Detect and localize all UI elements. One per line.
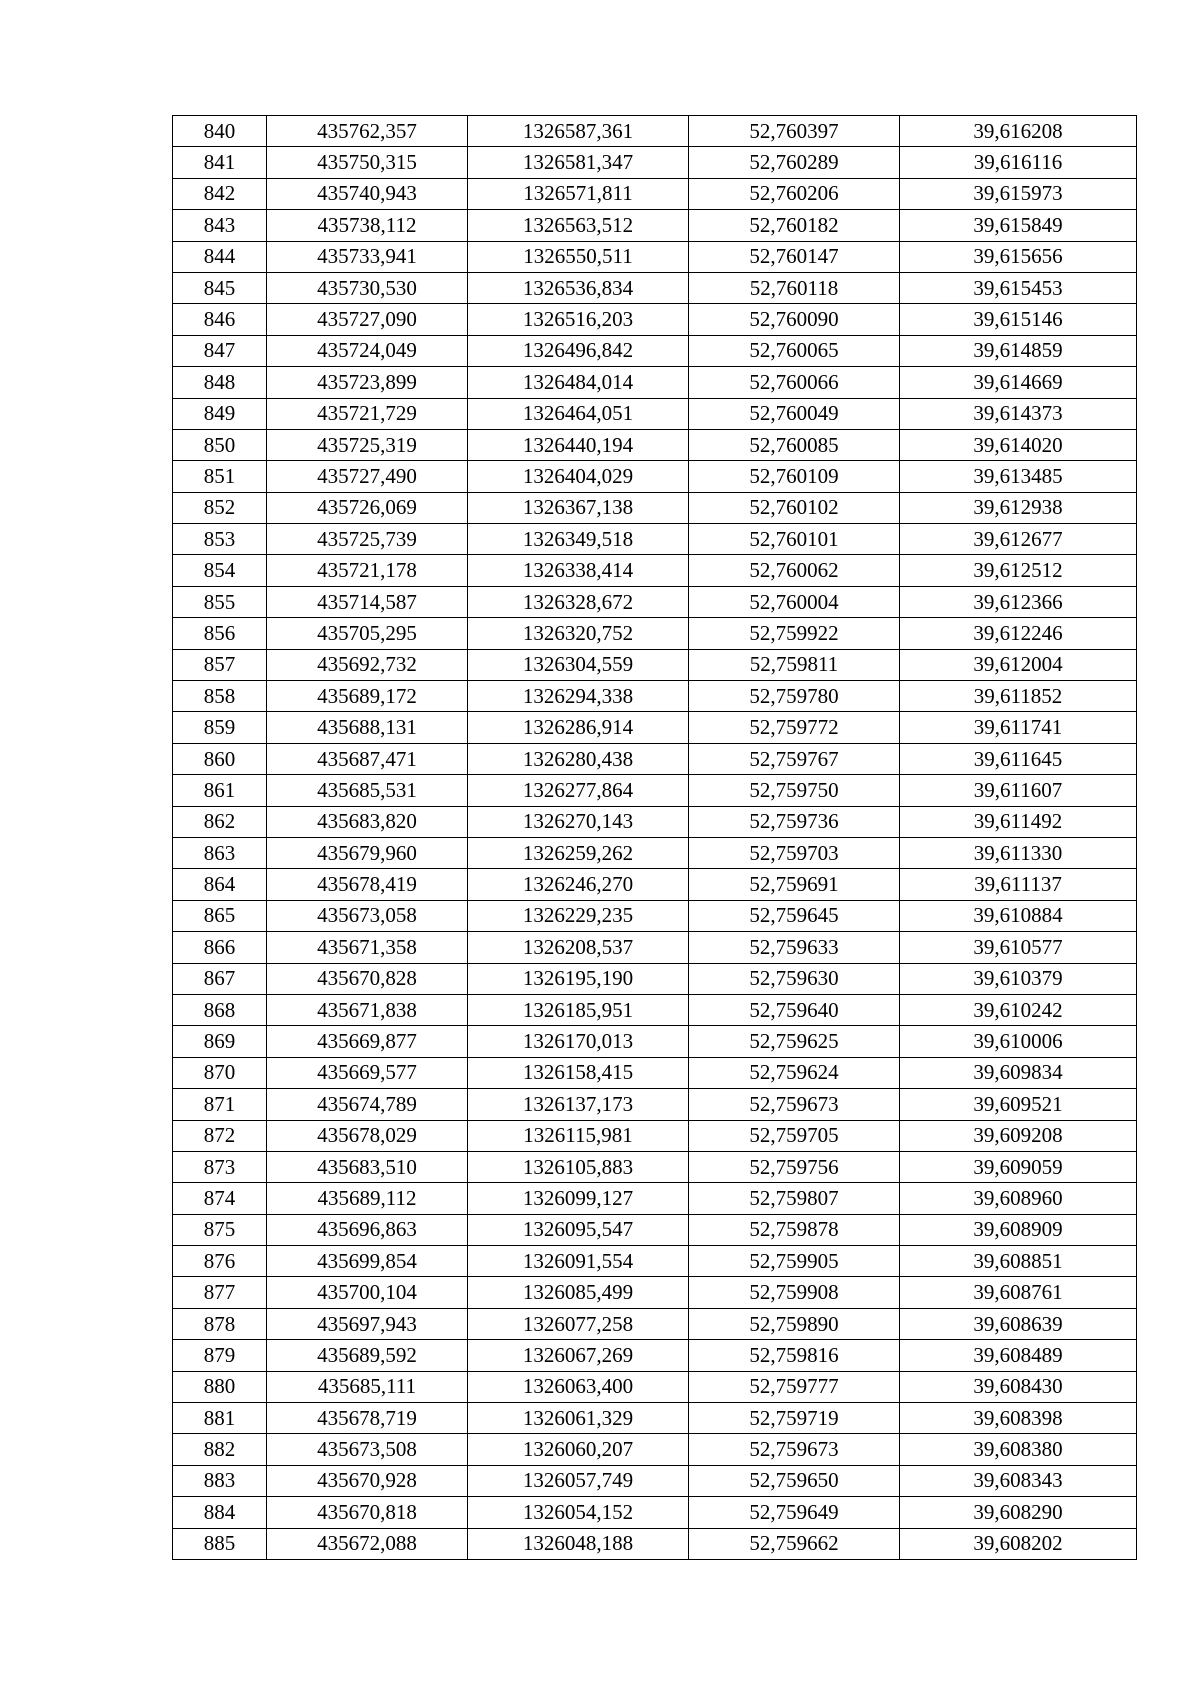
- latitude-cell: 52,759736: [689, 806, 900, 837]
- x-coordinate-cell: 435678,719: [267, 1403, 468, 1434]
- table-row: [173, 1246, 1137, 1277]
- x-coordinate-cell: 435730,530: [267, 272, 468, 303]
- point-number-cell: 875: [173, 1214, 267, 1245]
- y-coordinate-cell: 1326294,338: [468, 681, 689, 712]
- table-row: [173, 116, 1137, 147]
- point-number-cell: 863: [173, 837, 267, 868]
- longitude-cell: 39,614859: [900, 335, 1137, 366]
- point-number-cell: 847: [173, 335, 267, 366]
- y-coordinate-cell: 1326270,143: [468, 806, 689, 837]
- y-coordinate-cell: 1326328,672: [468, 586, 689, 617]
- latitude-cell: 52,760147: [689, 241, 900, 272]
- point-number-cell: 870: [173, 1057, 267, 1088]
- y-coordinate-cell: 1326067,269: [468, 1340, 689, 1371]
- latitude-cell: 52,760066: [689, 367, 900, 398]
- point-number-cell: 851: [173, 461, 267, 492]
- latitude-cell: 52,759890: [689, 1308, 900, 1339]
- table-row: [173, 1340, 1137, 1371]
- longitude-cell: 39,611492: [900, 806, 1137, 837]
- table-row: [173, 712, 1137, 743]
- longitude-cell: 39,614373: [900, 398, 1137, 429]
- x-coordinate-cell: 435670,928: [267, 1465, 468, 1496]
- longitude-cell: 39,608489: [900, 1340, 1137, 1371]
- point-number-cell: 869: [173, 1026, 267, 1057]
- y-coordinate-cell: 1326440,194: [468, 429, 689, 460]
- latitude-cell: 52,759691: [689, 869, 900, 900]
- point-number-cell: 874: [173, 1183, 267, 1214]
- table-row: [173, 1497, 1137, 1528]
- latitude-cell: 52,759703: [689, 837, 900, 868]
- latitude-cell: 52,760062: [689, 555, 900, 586]
- y-coordinate-cell: 1326085,499: [468, 1277, 689, 1308]
- point-number-cell: 857: [173, 649, 267, 680]
- y-coordinate-cell: 1326208,537: [468, 932, 689, 963]
- longitude-cell: 39,615453: [900, 272, 1137, 303]
- longitude-cell: 39,616116: [900, 147, 1137, 178]
- table-row: [173, 178, 1137, 209]
- latitude-cell: 52,759905: [689, 1246, 900, 1277]
- latitude-cell: 52,759807: [689, 1183, 900, 1214]
- longitude-cell: 39,611645: [900, 743, 1137, 774]
- y-coordinate-cell: 1326054,152: [468, 1497, 689, 1528]
- x-coordinate-cell: 435724,049: [267, 335, 468, 366]
- longitude-cell: 39,609834: [900, 1057, 1137, 1088]
- x-coordinate-cell: 435697,943: [267, 1308, 468, 1339]
- x-coordinate-cell: 435669,877: [267, 1026, 468, 1057]
- x-coordinate-cell: 435762,357: [267, 116, 468, 147]
- table-row: [173, 210, 1137, 241]
- latitude-cell: 52,760090: [689, 304, 900, 335]
- point-number-cell: 866: [173, 932, 267, 963]
- y-coordinate-cell: 1326048,188: [468, 1528, 689, 1559]
- table-row: [173, 1151, 1137, 1182]
- y-coordinate-cell: 1326404,029: [468, 461, 689, 492]
- point-number-cell: 842: [173, 178, 267, 209]
- x-coordinate-cell: 435670,818: [267, 1497, 468, 1528]
- table-row: [173, 147, 1137, 178]
- x-coordinate-cell: 435727,090: [267, 304, 468, 335]
- point-number-cell: 856: [173, 618, 267, 649]
- x-coordinate-cell: 435733,941: [267, 241, 468, 272]
- longitude-cell: 39,608343: [900, 1465, 1137, 1496]
- y-coordinate-cell: 1326158,415: [468, 1057, 689, 1088]
- y-coordinate-cell: 1326195,190: [468, 963, 689, 994]
- x-coordinate-cell: 435726,069: [267, 492, 468, 523]
- x-coordinate-cell: 435683,510: [267, 1151, 468, 1182]
- y-coordinate-cell: 1326304,559: [468, 649, 689, 680]
- table-row: [173, 1026, 1137, 1057]
- latitude-cell: 52,759640: [689, 994, 900, 1025]
- point-number-cell: 840: [173, 116, 267, 147]
- longitude-cell: 39,612004: [900, 649, 1137, 680]
- table-row: [173, 1434, 1137, 1465]
- table-row: [173, 524, 1137, 555]
- table-row: [173, 743, 1137, 774]
- y-coordinate-cell: 1326099,127: [468, 1183, 689, 1214]
- table-row: [173, 1120, 1137, 1151]
- longitude-cell: 39,612512: [900, 555, 1137, 586]
- point-number-cell: 858: [173, 681, 267, 712]
- longitude-cell: 39,611330: [900, 837, 1137, 868]
- latitude-cell: 52,759816: [689, 1340, 900, 1371]
- latitude-cell: 52,759780: [689, 681, 900, 712]
- latitude-cell: 52,760206: [689, 178, 900, 209]
- point-number-cell: 854: [173, 555, 267, 586]
- longitude-cell: 39,609521: [900, 1089, 1137, 1120]
- table-row: [173, 304, 1137, 335]
- x-coordinate-cell: 435673,508: [267, 1434, 468, 1465]
- longitude-cell: 39,611137: [900, 869, 1137, 900]
- x-coordinate-cell: 435725,739: [267, 524, 468, 555]
- y-coordinate-cell: 1326496,842: [468, 335, 689, 366]
- point-number-cell: 883: [173, 1465, 267, 1496]
- x-coordinate-cell: 435679,960: [267, 837, 468, 868]
- x-coordinate-cell: 435727,490: [267, 461, 468, 492]
- longitude-cell: 39,610884: [900, 900, 1137, 931]
- x-coordinate-cell: 435689,172: [267, 681, 468, 712]
- latitude-cell: 52,759624: [689, 1057, 900, 1088]
- latitude-cell: 52,759908: [689, 1277, 900, 1308]
- x-coordinate-cell: 435685,531: [267, 775, 468, 806]
- latitude-cell: 52,759705: [689, 1120, 900, 1151]
- y-coordinate-cell: 1326137,173: [468, 1089, 689, 1120]
- latitude-cell: 52,760085: [689, 429, 900, 460]
- point-number-cell: 843: [173, 210, 267, 241]
- x-coordinate-cell: 435699,854: [267, 1246, 468, 1277]
- longitude-cell: 39,608430: [900, 1371, 1137, 1402]
- table-row: [173, 869, 1137, 900]
- x-coordinate-cell: 435673,058: [267, 900, 468, 931]
- y-coordinate-cell: 1326246,270: [468, 869, 689, 900]
- table-row: [173, 272, 1137, 303]
- longitude-cell: 39,612246: [900, 618, 1137, 649]
- latitude-cell: 52,759878: [689, 1214, 900, 1245]
- longitude-cell: 39,609208: [900, 1120, 1137, 1151]
- y-coordinate-cell: 1326563,512: [468, 210, 689, 241]
- point-number-cell: 844: [173, 241, 267, 272]
- latitude-cell: 52,759630: [689, 963, 900, 994]
- longitude-cell: 39,608851: [900, 1246, 1137, 1277]
- x-coordinate-cell: 435688,131: [267, 712, 468, 743]
- point-number-cell: 849: [173, 398, 267, 429]
- table-row: [173, 1528, 1137, 1559]
- longitude-cell: 39,608639: [900, 1308, 1137, 1339]
- coordinates-table: [172, 115, 1137, 1560]
- table-row: [173, 932, 1137, 963]
- table-row: [173, 555, 1137, 586]
- latitude-cell: 52,759811: [689, 649, 900, 680]
- longitude-cell: 39,608960: [900, 1183, 1137, 1214]
- y-coordinate-cell: 1326115,981: [468, 1120, 689, 1151]
- y-coordinate-cell: 1326280,438: [468, 743, 689, 774]
- longitude-cell: 39,614669: [900, 367, 1137, 398]
- longitude-cell: 39,616208: [900, 116, 1137, 147]
- y-coordinate-cell: 1326571,811: [468, 178, 689, 209]
- y-coordinate-cell: 1326286,914: [468, 712, 689, 743]
- latitude-cell: 52,759767: [689, 743, 900, 774]
- table-row: [173, 1214, 1137, 1245]
- table-row: [173, 1089, 1137, 1120]
- longitude-cell: 39,612938: [900, 492, 1137, 523]
- point-number-cell: 879: [173, 1340, 267, 1371]
- table-row: [173, 775, 1137, 806]
- table-row: [173, 398, 1137, 429]
- point-number-cell: 878: [173, 1308, 267, 1339]
- table-row: [173, 1465, 1137, 1496]
- longitude-cell: 39,610379: [900, 963, 1137, 994]
- y-coordinate-cell: 1326464,051: [468, 398, 689, 429]
- table-row: [173, 837, 1137, 868]
- x-coordinate-cell: 435750,315: [267, 147, 468, 178]
- y-coordinate-cell: 1326091,554: [468, 1246, 689, 1277]
- x-coordinate-cell: 435670,828: [267, 963, 468, 994]
- x-coordinate-cell: 435678,029: [267, 1120, 468, 1151]
- longitude-cell: 39,615849: [900, 210, 1137, 241]
- point-number-cell: 867: [173, 963, 267, 994]
- point-number-cell: 880: [173, 1371, 267, 1402]
- longitude-cell: 39,610242: [900, 994, 1137, 1025]
- y-coordinate-cell: 1326516,203: [468, 304, 689, 335]
- x-coordinate-cell: 435723,899: [267, 367, 468, 398]
- longitude-cell: 39,611852: [900, 681, 1137, 712]
- longitude-cell: 39,608380: [900, 1434, 1137, 1465]
- y-coordinate-cell: 1326536,834: [468, 272, 689, 303]
- longitude-cell: 39,615973: [900, 178, 1137, 209]
- x-coordinate-cell: 435671,838: [267, 994, 468, 1025]
- point-number-cell: 864: [173, 869, 267, 900]
- point-number-cell: 868: [173, 994, 267, 1025]
- latitude-cell: 52,759673: [689, 1434, 900, 1465]
- latitude-cell: 52,760118: [689, 272, 900, 303]
- point-number-cell: 845: [173, 272, 267, 303]
- longitude-cell: 39,611741: [900, 712, 1137, 743]
- x-coordinate-cell: 435671,358: [267, 932, 468, 963]
- y-coordinate-cell: 1326259,262: [468, 837, 689, 868]
- table-row: [173, 1308, 1137, 1339]
- longitude-cell: 39,615146: [900, 304, 1137, 335]
- longitude-cell: 39,610577: [900, 932, 1137, 963]
- longitude-cell: 39,608398: [900, 1403, 1137, 1434]
- latitude-cell: 52,760004: [689, 586, 900, 617]
- point-number-cell: 859: [173, 712, 267, 743]
- latitude-cell: 52,759645: [689, 900, 900, 931]
- y-coordinate-cell: 1326063,400: [468, 1371, 689, 1402]
- y-coordinate-cell: 1326229,235: [468, 900, 689, 931]
- point-number-cell: 881: [173, 1403, 267, 1434]
- point-number-cell: 846: [173, 304, 267, 335]
- x-coordinate-cell: 435725,319: [267, 429, 468, 460]
- x-coordinate-cell: 435705,295: [267, 618, 468, 649]
- latitude-cell: 52,760109: [689, 461, 900, 492]
- x-coordinate-cell: 435674,789: [267, 1089, 468, 1120]
- x-coordinate-cell: 435687,471: [267, 743, 468, 774]
- table-row: [173, 335, 1137, 366]
- point-number-cell: 871: [173, 1089, 267, 1120]
- latitude-cell: 52,759772: [689, 712, 900, 743]
- point-number-cell: 841: [173, 147, 267, 178]
- latitude-cell: 52,759750: [689, 775, 900, 806]
- longitude-cell: 39,610006: [900, 1026, 1137, 1057]
- x-coordinate-cell: 435678,419: [267, 869, 468, 900]
- point-number-cell: 862: [173, 806, 267, 837]
- y-coordinate-cell: 1326057,749: [468, 1465, 689, 1496]
- longitude-cell: 39,615656: [900, 241, 1137, 272]
- longitude-cell: 39,608290: [900, 1497, 1137, 1528]
- point-number-cell: 850: [173, 429, 267, 460]
- y-coordinate-cell: 1326349,518: [468, 524, 689, 555]
- longitude-cell: 39,612366: [900, 586, 1137, 617]
- point-number-cell: 872: [173, 1120, 267, 1151]
- table-row: [173, 1277, 1137, 1308]
- latitude-cell: 52,760049: [689, 398, 900, 429]
- x-coordinate-cell: 435669,577: [267, 1057, 468, 1088]
- y-coordinate-cell: 1326484,014: [468, 367, 689, 398]
- latitude-cell: 52,759625: [689, 1026, 900, 1057]
- latitude-cell: 52,759756: [689, 1151, 900, 1182]
- y-coordinate-cell: 1326061,329: [468, 1403, 689, 1434]
- x-coordinate-cell: 435740,943: [267, 178, 468, 209]
- point-number-cell: 853: [173, 524, 267, 555]
- y-coordinate-cell: 1326105,883: [468, 1151, 689, 1182]
- point-number-cell: 882: [173, 1434, 267, 1465]
- longitude-cell: 39,608761: [900, 1277, 1137, 1308]
- latitude-cell: 52,759777: [689, 1371, 900, 1402]
- y-coordinate-cell: 1326550,511: [468, 241, 689, 272]
- table-row: [173, 1403, 1137, 1434]
- table-row: [173, 618, 1137, 649]
- table-row: [173, 1057, 1137, 1088]
- y-coordinate-cell: 1326320,752: [468, 618, 689, 649]
- y-coordinate-cell: 1326060,207: [468, 1434, 689, 1465]
- point-number-cell: 885: [173, 1528, 267, 1559]
- longitude-cell: 39,612677: [900, 524, 1137, 555]
- table-row: [173, 367, 1137, 398]
- latitude-cell: 52,759649: [689, 1497, 900, 1528]
- longitude-cell: 39,614020: [900, 429, 1137, 460]
- x-coordinate-cell: 435683,820: [267, 806, 468, 837]
- table-row: [173, 806, 1137, 837]
- table-row: [173, 241, 1137, 272]
- latitude-cell: 52,759673: [689, 1089, 900, 1120]
- point-number-cell: 861: [173, 775, 267, 806]
- longitude-cell: 39,611607: [900, 775, 1137, 806]
- x-coordinate-cell: 435672,088: [267, 1528, 468, 1559]
- table-row: [173, 461, 1137, 492]
- point-number-cell: 860: [173, 743, 267, 774]
- table-row: [173, 1371, 1137, 1402]
- y-coordinate-cell: 1326367,138: [468, 492, 689, 523]
- point-number-cell: 873: [173, 1151, 267, 1182]
- table-row: [173, 649, 1137, 680]
- latitude-cell: 52,760101: [689, 524, 900, 555]
- table-row: [173, 429, 1137, 460]
- y-coordinate-cell: 1326587,361: [468, 116, 689, 147]
- table-row: [173, 900, 1137, 931]
- point-number-cell: 865: [173, 900, 267, 931]
- latitude-cell: 52,760065: [689, 335, 900, 366]
- x-coordinate-cell: 435692,732: [267, 649, 468, 680]
- table-row: [173, 994, 1137, 1025]
- y-coordinate-cell: 1326581,347: [468, 147, 689, 178]
- latitude-cell: 52,759650: [689, 1465, 900, 1496]
- longitude-cell: 39,613485: [900, 461, 1137, 492]
- x-coordinate-cell: 435700,104: [267, 1277, 468, 1308]
- y-coordinate-cell: 1326095,547: [468, 1214, 689, 1245]
- point-number-cell: 877: [173, 1277, 267, 1308]
- latitude-cell: 52,759633: [689, 932, 900, 963]
- point-number-cell: 848: [173, 367, 267, 398]
- x-coordinate-cell: 435685,111: [267, 1371, 468, 1402]
- latitude-cell: 52,760397: [689, 116, 900, 147]
- x-coordinate-cell: 435738,112: [267, 210, 468, 241]
- y-coordinate-cell: 1326338,414: [468, 555, 689, 586]
- table-row: [173, 681, 1137, 712]
- x-coordinate-cell: 435714,587: [267, 586, 468, 617]
- latitude-cell: 52,759662: [689, 1528, 900, 1559]
- latitude-cell: 52,760182: [689, 210, 900, 241]
- latitude-cell: 52,760102: [689, 492, 900, 523]
- y-coordinate-cell: 1326277,864: [468, 775, 689, 806]
- table-row: [173, 492, 1137, 523]
- y-coordinate-cell: 1326185,951: [468, 994, 689, 1025]
- x-coordinate-cell: 435721,729: [267, 398, 468, 429]
- longitude-cell: 39,608909: [900, 1214, 1137, 1245]
- x-coordinate-cell: 435721,178: [267, 555, 468, 586]
- table-row: [173, 586, 1137, 617]
- point-number-cell: 852: [173, 492, 267, 523]
- y-coordinate-cell: 1326077,258: [468, 1308, 689, 1339]
- y-coordinate-cell: 1326170,013: [468, 1026, 689, 1057]
- x-coordinate-cell: 435689,112: [267, 1183, 468, 1214]
- longitude-cell: 39,608202: [900, 1528, 1137, 1559]
- point-number-cell: 855: [173, 586, 267, 617]
- point-number-cell: 876: [173, 1246, 267, 1277]
- latitude-cell: 52,759719: [689, 1403, 900, 1434]
- longitude-cell: 39,609059: [900, 1151, 1137, 1182]
- coordinates-table-body: [173, 116, 1137, 1560]
- x-coordinate-cell: 435689,592: [267, 1340, 468, 1371]
- latitude-cell: 52,760289: [689, 147, 900, 178]
- table-row: [173, 1183, 1137, 1214]
- x-coordinate-cell: 435696,863: [267, 1214, 468, 1245]
- point-number-cell: 884: [173, 1497, 267, 1528]
- latitude-cell: 52,759922: [689, 618, 900, 649]
- table-row: [173, 963, 1137, 994]
